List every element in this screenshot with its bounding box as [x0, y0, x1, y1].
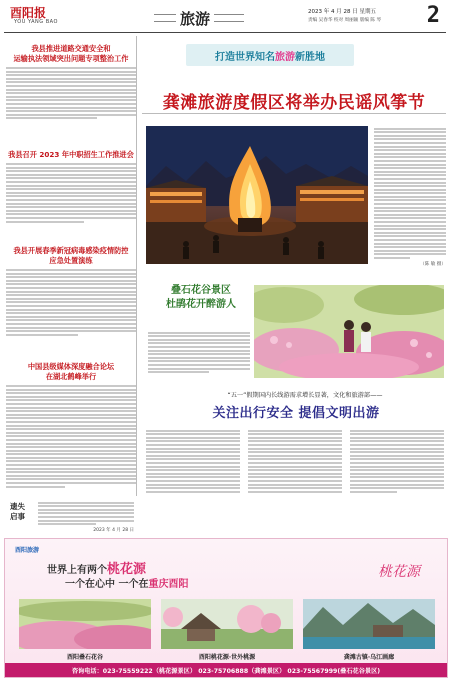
ad-photo-flower-valley[interactable]: [19, 599, 151, 649]
story-title-line2: 运输执法领域突出问题专项整治工作: [13, 54, 129, 63]
banner-suffix: 新胜地: [295, 52, 325, 63]
newspaper-logo: 酉阳报: [10, 6, 47, 20]
lost-notice[interactable]: [6, 498, 136, 532]
flower-valley-illustration: [19, 599, 151, 649]
ad-caption-1: 酉阳叠石花谷: [66, 654, 103, 661]
article-credit: （陈 敏 摄）: [420, 261, 446, 267]
ad-photo-peach-blossom[interactable]: [161, 599, 293, 649]
sub-title-line2: 杜鹃花开醉游人: [166, 299, 236, 310]
story-title: 我县推进道路交通安全和: [31, 44, 111, 53]
ad-slogan-line2: [65, 575, 188, 590]
bonfire-illustration: [146, 126, 368, 264]
issue-editors: 责编 吴春华 校对 周丽颖 版编 陈 琴: [308, 18, 382, 23]
story-body: [6, 163, 136, 223]
feature-article-body: [374, 126, 446, 296]
notice-date: 2023 年 4 月 28 日: [93, 527, 134, 533]
ad-phone-bar: [5, 663, 447, 677]
azalea-garden-photo[interactable]: [254, 285, 444, 378]
ad-stamp-text: 桃花源: [378, 564, 420, 580]
sub-feature-body: [148, 330, 250, 375]
newspaper-logo-pinyin: YOU YANG BAO: [14, 19, 58, 25]
banner-prefix: 打造世界知名: [215, 52, 275, 63]
main-headline[interactable]: 龚滩旅游度假区将举办民谣风筝节: [162, 93, 426, 113]
tourism-advertisement[interactable]: [4, 538, 448, 678]
gongtan-illustration: [303, 599, 435, 649]
issue-date: 2023 年 4 月 28 日 星期五: [308, 9, 376, 15]
safety-kicker: “五一”假期国内长线游需求增长显著，文化和旅游部——: [227, 392, 383, 399]
notice-title: 遗失启事: [10, 502, 25, 521]
masthead: [4, 2, 446, 33]
headline-divider: [142, 113, 446, 114]
ad-caption-3: 龚滩古镇·乌江画廊: [343, 654, 395, 661]
festival-bonfire-photo[interactable]: [146, 126, 368, 264]
story-title: 中国县级媒体深度融合论坛: [27, 362, 115, 371]
notice-body: [38, 500, 134, 533]
ad-calligraphy-stamp: [371, 553, 427, 593]
ad-line2-prefix: 一个在心中 一个在: [65, 579, 149, 590]
feature-banner: [186, 44, 354, 66]
story-body: [6, 269, 136, 336]
story-body: [6, 67, 136, 119]
story-body: [6, 385, 136, 488]
story-media-forum[interactable]: [6, 362, 136, 489]
azalea-illustration: [254, 285, 444, 378]
section-title: 旅游: [176, 8, 214, 29]
ad-photo-gongtan[interactable]: [303, 599, 435, 649]
ad-phone-text: 咨询电话：023-75559222（桃花源景区） 023-75706888（龚滩景区） 023-75567999(叠石花谷景区): [71, 668, 381, 675]
banner-text: [186, 48, 354, 63]
safety-headline[interactable]: 关注出行安全 提倡文明出游: [212, 406, 380, 421]
left-news-column: [6, 36, 137, 496]
ad-line2-place: 重庆酉阳: [148, 579, 189, 590]
story-enrollment[interactable]: [6, 150, 136, 224]
ad-peach-text: 桃花源: [107, 562, 147, 577]
page-number: 2: [426, 3, 440, 28]
sub-feature-title[interactable]: [146, 284, 256, 312]
peach-blossom-illustration: [161, 599, 293, 649]
ad-line1-prefix: 世界上有两个: [47, 565, 107, 576]
story-traffic-safety[interactable]: [6, 44, 136, 121]
banner-highlight: 旅游: [275, 52, 295, 63]
story-title: 我县开展春季新冠病毒感染疫情防控: [13, 246, 129, 255]
story-epidemic-drill[interactable]: [6, 246, 136, 337]
sub-title-line1: 叠石花谷景区: [171, 285, 231, 296]
ad-caption-2: 酉阳桃花源·世外桃源: [198, 654, 256, 661]
safety-article-body: [146, 428, 446, 498]
ad-logo: 酉阳旅游: [15, 547, 40, 554]
story-title-line2: 在湖北鹤峰举行: [45, 372, 97, 381]
story-title: 我县召开 2023 年中职招生工作推进会: [8, 150, 134, 159]
story-title-line2: 应急处置演练: [49, 256, 93, 265]
